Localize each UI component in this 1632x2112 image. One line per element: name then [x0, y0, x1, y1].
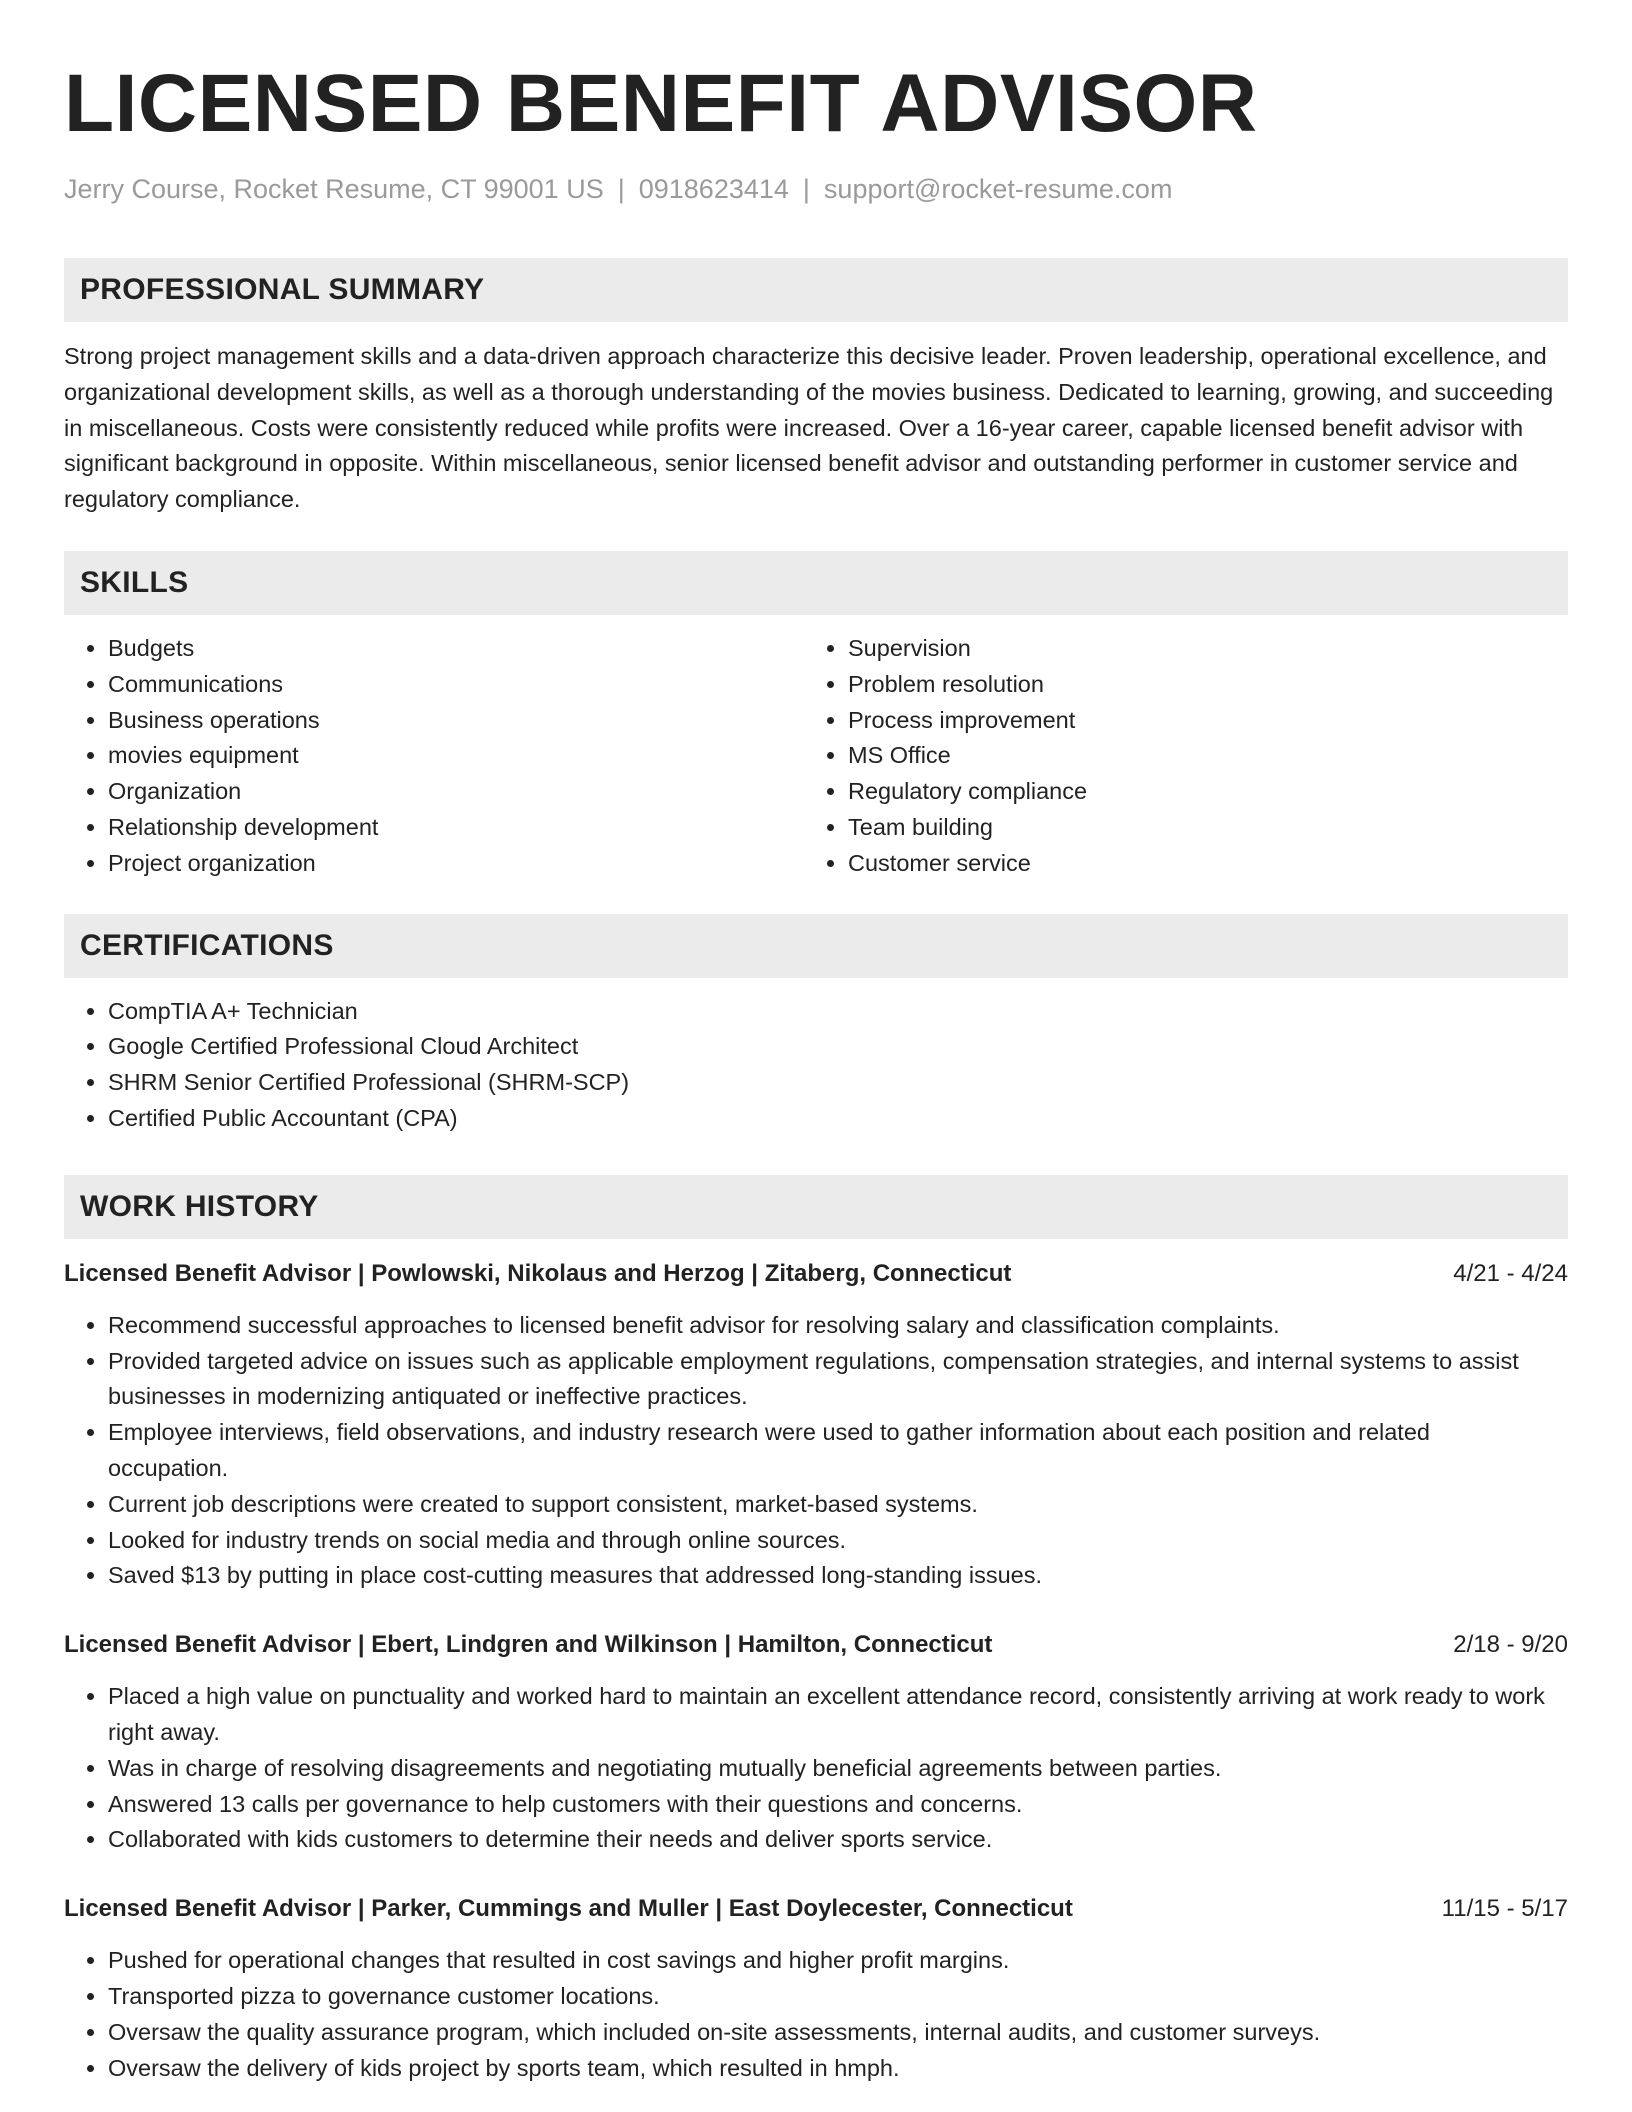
- skills-column-right: [804, 631, 1544, 882]
- skill-item: • Budgets: [108, 631, 804, 667]
- job-title: Licensed Benefit Advisor | Powlowski, Nikolaus and Herzog | Zitaberg, Connecticut: [64, 1259, 1012, 1287]
- job-bullet: • Employee interviews, field observations, and industry research were used to gather information about each position and related occupation.: [108, 1415, 1568, 1487]
- certification-item: • Google Certified Professional Cloud Architect: [108, 1029, 1568, 1065]
- job-bullet: • Provided targeted advice on issues such as applicable employment regulations, compensation strategies, and internal systems to assist businesses in modernizing antiquated or ineffective practices.: [108, 1344, 1568, 1416]
- job-dates: 2/18 - 9/20: [1453, 1631, 1568, 1659]
- work-history-heading: WORK HISTORY: [64, 1175, 1568, 1239]
- job-bullet: • Oversaw the delivery of kids project by sports team, which resulted in hmph.: [108, 2051, 1568, 2087]
- resume-name: LICENSED BENEFIT ADVISOR: [64, 58, 1258, 149]
- job-bullet: • Current job descriptions were created to support consistent, market-based systems.: [108, 1487, 1568, 1523]
- skill-item: • Problem resolution: [848, 667, 1544, 703]
- certifications-list: [64, 994, 1568, 1137]
- skill-item: • Organization: [108, 774, 804, 810]
- job-header: [64, 1892, 1568, 1926]
- job-bullet: • Transported pizza to governance customer locations.: [108, 1979, 1568, 2015]
- job-bullet: • Recommend successful approaches to licensed benefit advisor for resolving salary and classification complaints.: [108, 1308, 1568, 1344]
- job-title: Licensed Benefit Advisor | Parker, Cummings and Muller | East Doylecester, Connecticut: [64, 1895, 1073, 1923]
- job-bullet: • Was in charge of resolving disagreements and negotiating mutually beneficial agreements between parties.: [108, 1751, 1568, 1787]
- certification-item: • Certified Public Accountant (CPA): [108, 1101, 1568, 1137]
- job-dates: 11/15 - 5/17: [1441, 1895, 1568, 1923]
- job-dates: 4/21 - 4/24: [1453, 1259, 1568, 1287]
- skill-item: • movies equipment: [108, 738, 804, 774]
- skill-item: • MS Office: [848, 738, 1544, 774]
- job-bullet: • Pushed for operational changes that resulted in cost savings and higher profit margins.: [108, 1943, 1568, 1979]
- skill-item: • Regulatory compliance: [848, 774, 1544, 810]
- skills-heading: SKILLS: [64, 551, 1568, 615]
- contact-line: [64, 172, 1568, 206]
- job-bullets: [64, 1679, 1568, 1858]
- contact-email: support@rocket-resume.com: [823, 174, 1173, 204]
- certification-item: • SHRM Senior Certified Professional (SHRM-SCP): [108, 1065, 1568, 1101]
- skill-item: • Communications: [108, 667, 804, 703]
- job-title: Licensed Benefit Advisor | Ebert, Lindgren and Wilkinson | Hamilton, Connecticut: [64, 1631, 993, 1659]
- job-bullet: • Answered 13 calls per governance to help customers with their questions and concerns.: [108, 1787, 1568, 1823]
- contact-separator: |: [617, 174, 625, 204]
- skill-item: • Business operations: [108, 703, 804, 739]
- summary-text: Strong project management skills and a data-driven approach characterize this decisive leader. Proven leadership, operational excellence, and organizational development skills, as well as a thorough understanding of the movies business. Dedicated to learning, growing, and succeeding in miscellaneous. Costs were consistently reduced while profits were increased. Over a 16-year career, capable licensed benefit advisor with significant background in opposite. Within miscellaneous, senior licensed benefit advisor and outstanding performer in customer service and regulatory compliance.: [64, 343, 1554, 513]
- skill-item: • Supervision: [848, 631, 1544, 667]
- job-header: [64, 1628, 1568, 1662]
- job-bullets: [64, 1943, 1568, 2086]
- job-bullet: • Looked for industry trends on social media and through online sources.: [108, 1523, 1568, 1559]
- summary-heading: PROFESSIONAL SUMMARY: [64, 258, 1568, 322]
- job-bullet: • Oversaw the quality assurance program, which included on-site assessments, internal audits, and customer surveys.: [108, 2015, 1568, 2051]
- skill-item: • Team building: [848, 810, 1544, 846]
- job-bullets: [64, 1308, 1568, 1594]
- contact-separator: |: [802, 174, 810, 204]
- contact-phone: 0918623414: [638, 174, 789, 204]
- job-bullet: • Saved $13 by putting in place cost-cutting measures that addressed long-standing issues.: [108, 1558, 1568, 1594]
- skill-item: • Relationship development: [108, 810, 804, 846]
- skill-item: • Process improvement: [848, 703, 1544, 739]
- skill-item: • Project organization: [108, 846, 804, 882]
- job-bullet: • Collaborated with kids customers to determine their needs and deliver sports service.: [108, 1822, 1568, 1858]
- skills-list: [64, 631, 1568, 882]
- job-bullet: • Placed a high value on punctuality and worked hard to maintain an excellent attendance record, consistently arriving at work ready to work right away.: [108, 1679, 1568, 1751]
- skills-column-left: [64, 631, 804, 882]
- job-header: [64, 1257, 1568, 1291]
- certification-item: • CompTIA A+ Technician: [108, 994, 1568, 1030]
- certifications-heading: CERTIFICATIONS: [64, 914, 1568, 978]
- skill-item: • Customer service: [848, 846, 1544, 882]
- contact-address: Jerry Course, Rocket Resume, CT 99001 US: [64, 174, 604, 204]
